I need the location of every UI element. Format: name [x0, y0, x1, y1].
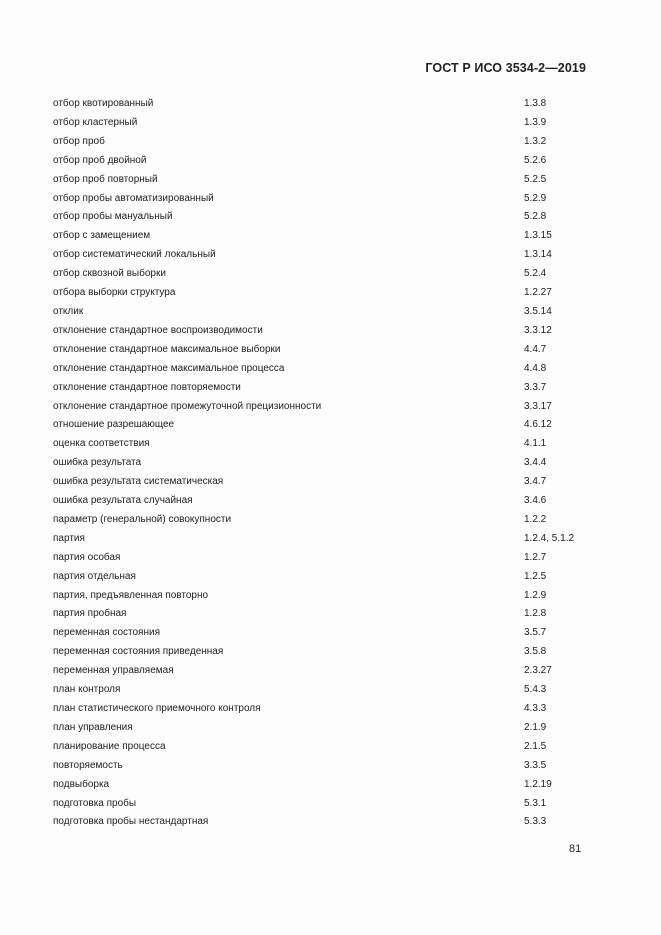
index-term: партия особая — [53, 551, 121, 563]
index-ref: 3.5.14 — [524, 305, 552, 317]
index-term: отбор систематический локальный — [53, 249, 216, 261]
index-term: партия отдельная — [53, 570, 136, 582]
index-ref: 4.6.12 — [524, 419, 552, 431]
index-ref: 5.2.9 — [524, 192, 547, 204]
index-ref: 1.3.8 — [524, 98, 547, 109]
index-ref: 3.4.7 — [524, 476, 547, 488]
index-ref: 1.3.14 — [524, 249, 552, 261]
index-term: отбор пробы мануальный — [53, 211, 173, 223]
index-term: отбор сквозной выборки — [53, 268, 166, 280]
index-term: отношение разрешающее — [53, 419, 175, 431]
index-ref: 3.3.12 — [524, 324, 552, 336]
index-row — [53, 154, 613, 173]
index-row — [53, 116, 613, 135]
index-ref: 3.3.5 — [524, 759, 547, 771]
index-ref: 4.3.3 — [524, 703, 547, 714]
index-row — [53, 589, 613, 608]
index-row — [53, 645, 613, 664]
index-term: переменная состояния — [53, 627, 160, 639]
index-ref: 2.1.5 — [524, 740, 547, 752]
index-row — [53, 664, 613, 683]
index-row — [53, 97, 613, 116]
index-row — [53, 778, 613, 797]
index-ref: 1.3.9 — [524, 116, 547, 128]
index-ref: 5.2.5 — [524, 173, 547, 185]
index-ref: 3.4.6 — [524, 495, 547, 507]
index-term: оценка соответствия — [53, 438, 150, 450]
index-row — [53, 607, 613, 626]
index-term: подготовка пробы — [53, 797, 137, 809]
index-ref: 2.1.9 — [524, 721, 547, 733]
index-term: отбор квотированный — [53, 98, 154, 109]
index-row — [53, 135, 613, 154]
index-row — [53, 759, 613, 778]
index-term: партия пробная — [53, 608, 127, 620]
index-term: отбор проб двойной — [53, 154, 147, 166]
index-ref: 3.3.7 — [524, 381, 547, 393]
index-row — [53, 305, 613, 324]
index-ref: 5.2.4 — [524, 268, 547, 280]
index-row — [53, 456, 613, 475]
index-term: подвыборка — [53, 778, 110, 790]
index-row — [53, 192, 613, 211]
index-row — [53, 324, 613, 343]
index-ref: 3.4.4 — [524, 457, 547, 469]
page-number: 81 — [569, 843, 582, 855]
index-row — [53, 229, 613, 248]
index-ref: 5.3.1 — [524, 797, 547, 809]
index-term: партия — [53, 532, 85, 544]
index-row — [53, 513, 613, 532]
index-term: отбор с замещением — [53, 230, 151, 242]
index-row — [53, 815, 613, 834]
index-row — [53, 797, 613, 816]
index-ref: 5.4.3 — [524, 684, 547, 696]
index-ref: 3.3.17 — [524, 400, 552, 412]
index-term: отклонение стандартное воспроизводимости — [53, 324, 263, 336]
index-ref: 4.1.1 — [524, 438, 547, 450]
index-row — [53, 683, 613, 702]
index-term: отклонение стандартное максимальное выборки — [53, 343, 281, 355]
index-term: отклонение стандартное промежуточной прецизионности — [53, 400, 322, 412]
index-ref: 3.5.8 — [524, 646, 547, 658]
index-ref: 1.3.15 — [524, 230, 552, 242]
index-term: переменная управляемая — [53, 665, 174, 677]
index-ref: 1.2.7 — [524, 551, 547, 563]
index-term: партия, предъявленная повторно — [53, 589, 209, 601]
index-ref: 1.2.9 — [524, 589, 547, 601]
index-term: ошибка результата случайная — [53, 495, 193, 507]
index-row — [53, 494, 613, 513]
index-row — [53, 400, 613, 419]
index-term: план статистического приемочного контроля — [53, 703, 261, 714]
index-term: подготовка пробы нестандартная — [53, 816, 209, 828]
index-row — [53, 721, 613, 740]
index-ref: 1.2.5 — [524, 570, 547, 582]
index-term: отбора выборки структура — [53, 287, 176, 299]
index-term: отбор кластерный — [53, 116, 138, 128]
index-ref: 1.2.8 — [524, 608, 547, 620]
index-row — [53, 286, 613, 305]
index-ref: 3.5.7 — [524, 627, 547, 639]
index-term: ошибка результата систематическая — [53, 476, 224, 488]
index-term: параметр (генеральной) совокупности — [53, 513, 232, 525]
index-term: отбор пробы автоматизированный — [53, 192, 214, 204]
index-row — [53, 532, 613, 551]
index-row — [53, 740, 613, 759]
index-row — [53, 570, 613, 589]
index-term: отбор проб повторный — [53, 173, 158, 185]
index-row — [53, 626, 613, 645]
index-ref: 1.2.2 — [524, 513, 547, 525]
index-ref: 5.2.6 — [524, 154, 547, 166]
index-term: повторяемость — [53, 759, 123, 771]
index-row — [53, 173, 613, 192]
document-header: ГОСТ Р ИСО 3534-2—2019 — [425, 61, 586, 75]
index-term: отклонение стандартное максимальное процесса — [53, 362, 285, 374]
index-row — [53, 551, 613, 570]
index-term: отклик — [53, 305, 84, 317]
index-row — [53, 267, 613, 286]
index-row — [53, 248, 613, 267]
index-ref: 4.4.8 — [524, 362, 547, 374]
index-row — [53, 437, 613, 456]
index-term: ошибка результата — [53, 457, 142, 469]
index-ref: 5.3.3 — [524, 816, 547, 828]
index-ref: 1.2.27 — [524, 287, 552, 299]
index-term: план управления — [53, 721, 133, 733]
index-row — [53, 343, 613, 362]
index-ref: 1.3.2 — [524, 135, 547, 147]
index-term: план контроля — [53, 684, 121, 696]
index-ref: 1.2.4, 5.1.2 — [524, 532, 575, 544]
index-row — [53, 210, 613, 229]
index-ref: 2.3.27 — [524, 665, 552, 677]
alphabetical-index — [53, 97, 613, 834]
index-term: отклонение стандартное повторяемости — [53, 381, 241, 393]
index-ref: 5.2.8 — [524, 211, 547, 223]
index-ref: 4.4.7 — [524, 343, 547, 355]
index-term: переменная состояния приведенная — [53, 646, 224, 658]
index-term: планирование процесса — [53, 740, 166, 752]
index-row — [53, 381, 613, 400]
index-ref: 1.2.19 — [524, 778, 552, 790]
index-row — [53, 362, 613, 381]
index-term: отбор проб — [53, 135, 105, 147]
index-row — [53, 702, 613, 721]
index-row — [53, 475, 613, 494]
index-row — [53, 418, 613, 437]
